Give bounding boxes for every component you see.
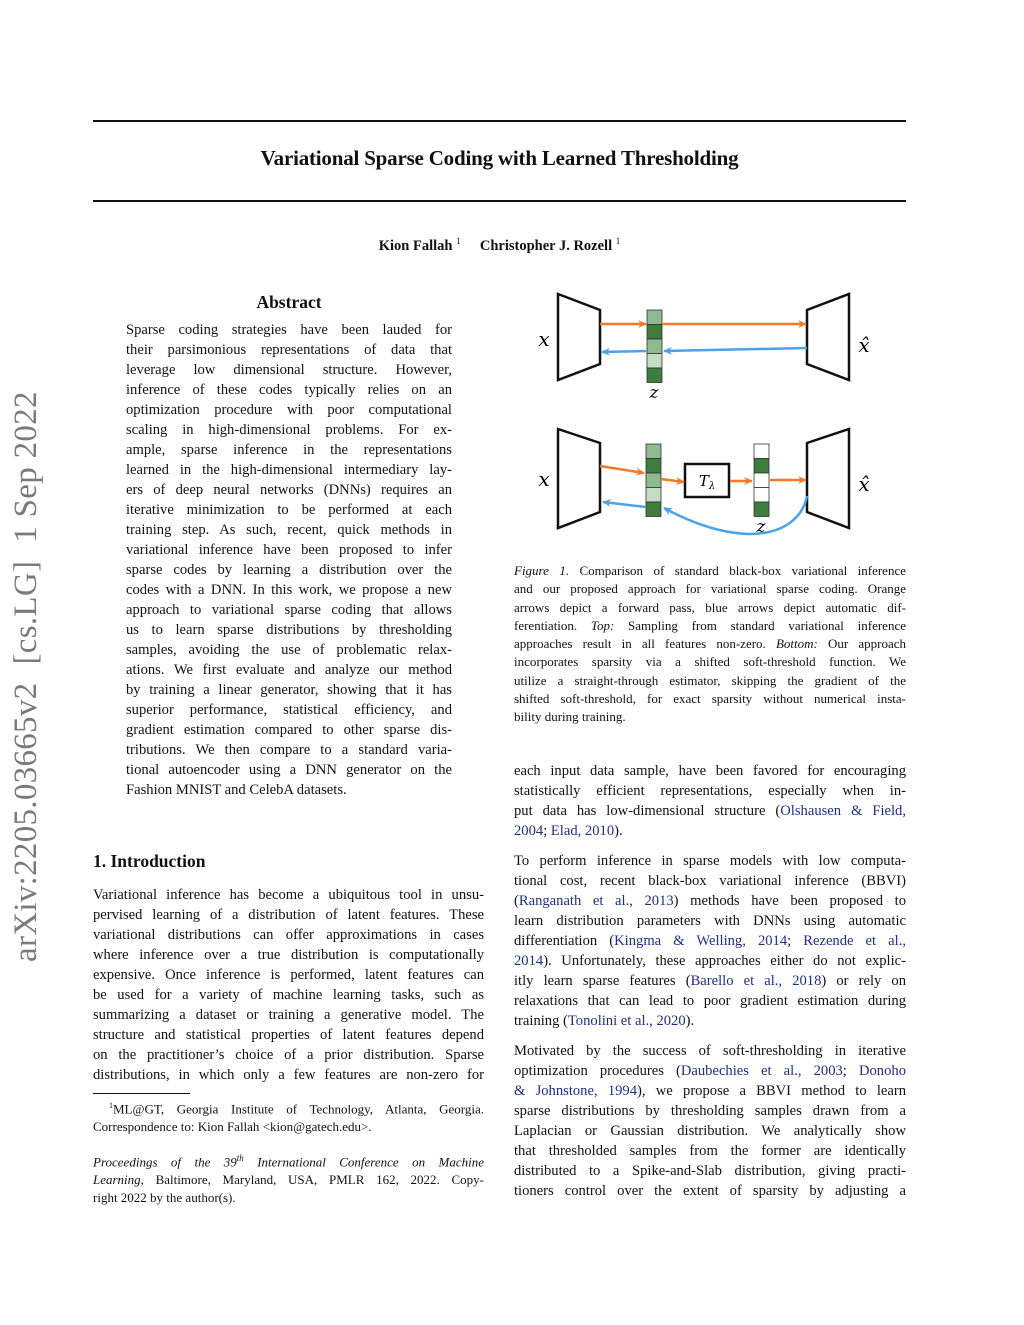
- text-line: To perform inference in sparse models with low computa-: [514, 853, 906, 869]
- figure-1-caption: [514, 562, 906, 727]
- latent-cell: [646, 473, 661, 488]
- latent-cell: [646, 488, 661, 503]
- text-line: where inference over a true distribution is computationally: [93, 947, 484, 963]
- latent-label-z: z: [649, 383, 659, 403]
- backward-arrow: [603, 502, 646, 507]
- arxiv-category: [cs.LG]: [8, 560, 44, 665]
- text-line: Variational inference has become a ubiquitous tool in unsu-: [93, 887, 484, 903]
- threshold-function-label: $T_\lambda$: [698, 472, 716, 492]
- footnote-marker: 1: [109, 1101, 113, 1110]
- pre-threshold-vector: [646, 444, 661, 517]
- text-line: superior performance, statistical efficiency, and: [126, 702, 452, 718]
- text-line: leverage low dimensional structure. However,: [126, 362, 452, 378]
- caption-line: shifted soft-threshold, for exact sparsity without numerical insta-: [514, 691, 906, 707]
- author-affiliation-marker: 1: [615, 236, 621, 246]
- citation-link[interactable]: 2014: [514, 953, 544, 969]
- text-line: Sparse coding strategies have been lauded for: [126, 322, 452, 338]
- latent-cell: [754, 502, 769, 517]
- introduction-heading: 1. Introduction: [93, 851, 206, 871]
- latent-cell: [754, 444, 769, 459]
- text-line: ations. We first evaluate and analyze our method: [126, 662, 452, 678]
- bottom-panel: [538, 429, 869, 537]
- title-bottom-rule: [93, 200, 906, 202]
- forward-arrow: [661, 479, 684, 482]
- text-line: relaxations that can lead to poor gradient estimation during: [514, 993, 906, 1009]
- decoder-shape: [807, 429, 849, 528]
- author-affiliation-marker: 1: [456, 236, 461, 246]
- text-line: training step. As such, recent, quick methods in: [126, 522, 452, 538]
- proceedings-line: Learning, Baltimore, Maryland, USA, PMLR 162, 2022. Copy-: [93, 1172, 484, 1188]
- citation-link[interactable]: Tonolini et al., 2020: [567, 1013, 686, 1029]
- text-line: optimization procedure with poor computational: [126, 402, 452, 418]
- caption-line: ferentiation. Top: Sampling from standard variational inference: [514, 617, 906, 633]
- caption-line: utilize a straight-through estimator, skipping the gradient of the: [514, 672, 906, 688]
- figure-label: Figure 1.: [514, 563, 570, 578]
- proceedings-note: [93, 1149, 484, 1207]
- latent-cell: [647, 339, 662, 354]
- footnote-line: Correspondence to: Kion Fallah <kion@gatech.edu>.: [93, 1119, 372, 1135]
- backward-arrow-straight-through: [664, 496, 807, 534]
- latent-cell: [646, 444, 661, 459]
- proceedings-line: Proceedings of the 39th International Conference on Machine: [93, 1153, 484, 1170]
- text-line: tioners control over the extent of sparsity by adjusting a: [514, 1183, 906, 1199]
- text-line: differentiation (Kingma & Welling, 2014; Rezende et al.,: [514, 933, 906, 949]
- sparse-latent-vector-z: [754, 444, 769, 517]
- latent-cell: [647, 310, 662, 325]
- top-panel: [538, 294, 869, 403]
- caption-line: bility during training.: [514, 709, 626, 725]
- arxiv-id: arXiv:2205.03665v2: [8, 682, 44, 962]
- arxiv-stamp: [8, 373, 45, 962]
- citation-link[interactable]: & Johnstone, 1994: [514, 1083, 638, 1099]
- text-line: Laplacian or Gaussian distribution. We analytically show: [514, 1123, 906, 1139]
- author-name: Christopher J. Rozell: [479, 237, 613, 254]
- text-line: variational inference have been proposed to infer: [126, 542, 452, 558]
- latent-label-z: z: [756, 517, 766, 537]
- citation-link[interactable]: Kingma & Welling, 2014: [614, 933, 788, 949]
- caption-line: Figure 1. Comparison of standard black-box variational inference: [514, 563, 906, 578]
- text-line: summarizing a dataset or training a generative model. The: [93, 1007, 484, 1023]
- paragraph-motivation: [514, 1041, 906, 1201]
- text-line: scaling in high-dimensional problems. For ex-: [126, 422, 452, 438]
- text-line: iterative minimization to be performed at each: [126, 502, 452, 518]
- citation-link[interactable]: Elad, 2010: [550, 823, 615, 839]
- citation-link[interactable]: Rezende et al.,: [803, 933, 906, 949]
- caption-line: and our proposed approach for variational sparse coding. Orange: [514, 581, 906, 597]
- latent-vector-z: [647, 310, 662, 383]
- forward-arrow: [600, 466, 644, 473]
- caption-line: incorporates sparsity via a shifted soft-threshold function. We: [514, 654, 906, 670]
- author-list: [93, 236, 906, 255]
- author-name: Kion Fallah: [378, 237, 453, 254]
- arxiv-date: 1 Sep 2022: [8, 391, 44, 543]
- text-line: us to learn sparse distributions by thresholding: [126, 622, 452, 638]
- text-line: expensive. Once inference is performed, latent features can: [93, 967, 484, 983]
- latent-cell: [754, 473, 769, 488]
- text-line: training (Tonolini et al., 2020).: [514, 1013, 695, 1029]
- latent-cell: [754, 459, 769, 474]
- title-top-rule: [93, 120, 906, 122]
- paper-title: Variational Sparse Coding with Learned Thresholding: [260, 146, 739, 170]
- text-line: variational distributions can offer approximations in cases: [93, 927, 484, 943]
- text-line: (Ranganath et al., 2013) methods have been proposed to: [514, 893, 906, 909]
- text-line: gradient estimation compared to other sparse dis-: [126, 722, 452, 738]
- latent-cell: [754, 488, 769, 503]
- text-line: sparse distributions by thresholding samples drawn from a: [514, 1103, 906, 1119]
- text-line: Motivated by the success of soft-thresholding in iterative: [514, 1043, 906, 1059]
- text-line: put data has low-dimensional structure (Olshausen & Field,: [514, 803, 906, 819]
- text-line: Fashion MNIST and CelebA datasets.: [126, 782, 347, 798]
- text-line: their parsimonious representations of data that: [126, 342, 452, 358]
- citation-link[interactable]: Donoho: [858, 1063, 906, 1079]
- text-line: by training a linear generator, showing that it has: [126, 682, 452, 698]
- input-label-x: x: [538, 327, 550, 351]
- latent-cell: [647, 325, 662, 340]
- latent-cell: [647, 368, 662, 383]
- text-line: sparse codes by learning a distribution over the: [126, 562, 452, 578]
- footnote: [93, 1097, 484, 1136]
- footnote-line: $^1$ML@GT, Georgia Institute of Technology, Atlanta, Georgia.: [109, 1101, 484, 1117]
- caption-line: approaches result in all features non-zero. Bottom: Our approach: [514, 636, 907, 652]
- citation-link[interactable]: Ranganath et al., 2013: [518, 893, 674, 909]
- text-line: be used for a variety of machine learning tasks, such as: [93, 987, 484, 1003]
- latent-cell: [646, 502, 661, 517]
- text-line: inference of these codes typically relies on an: [126, 382, 452, 398]
- text-line: learn distribution parameters with DNNs using automatic: [514, 913, 906, 929]
- text-line: 2004; Elad, 2010).: [514, 823, 623, 839]
- text-line: ample, sparse inference in the representations: [126, 442, 452, 458]
- text-line: itly learn sparse features (Barello et al., 2018) or rely on: [514, 973, 907, 989]
- citation-link[interactable]: 2004: [514, 823, 544, 839]
- citation-link[interactable]: Daubechies et al., 2003: [680, 1063, 843, 1079]
- paragraph-continued: [514, 761, 906, 841]
- text-line: tional cost, recent black-box variational inference (BBVI): [514, 873, 906, 889]
- introduction-body: [93, 885, 484, 1085]
- text-line: & Johnstone, 1994), we propose a BBVI method to learn: [514, 1083, 907, 1099]
- output-label-xhat: x̂: [858, 333, 870, 357]
- text-line: learned in the high-dimensional intermediary lay-: [126, 462, 452, 478]
- encoder-shape: [558, 429, 600, 528]
- text-line: pervised learning of a distribution of latent features. These: [93, 907, 484, 923]
- footnote-rule: [93, 1093, 190, 1094]
- backward-arrow: [664, 348, 807, 351]
- abstract-heading: Abstract: [256, 292, 322, 312]
- text-line: structure and statistical properties of latent features depend: [93, 1027, 484, 1043]
- proceedings-line: right 2022 by the author(s).: [93, 1190, 236, 1206]
- figure-1-diagram: [514, 286, 910, 546]
- text-line: optimization procedures (Daubechies et al., 2003; Donoho: [514, 1063, 906, 1079]
- text-line: that thresholded samples from the former are identically: [514, 1143, 906, 1159]
- text-line: ers of deep neural networks (DNNs) requires an: [126, 482, 452, 498]
- text-line: distributions, in which only a few features are non-zero for: [93, 1067, 484, 1083]
- text-line: statistically efficient representations, especially when in-: [514, 783, 906, 799]
- citation-link[interactable]: Olshausen & Field,: [780, 803, 906, 819]
- input-label-x: x: [538, 467, 550, 491]
- latent-cell: [647, 354, 662, 369]
- text-line: 2014). Unfortunately, these approaches either do not explic-: [514, 953, 906, 969]
- text-line: tributions. We then compare to a standard varia-: [126, 742, 452, 758]
- text-line: on the practitioner’s choice of a prior distribution. Sparse: [93, 1047, 484, 1063]
- caption-line: arrows depict a forward pass, blue arrows depict automatic dif-: [514, 599, 906, 615]
- text-line: approach to variational sparse coding that allows: [126, 602, 452, 618]
- text-line: codes with a DNN. In this work, we propose a new: [126, 582, 452, 598]
- decoder-shape: [807, 294, 849, 380]
- citation-link[interactable]: Barello et al., 2018: [690, 973, 822, 989]
- text-line: each input data sample, have been favored for encouraging: [514, 763, 906, 779]
- latent-cell: [646, 459, 661, 474]
- backward-arrow: [602, 351, 646, 352]
- abstract-body: [126, 320, 452, 800]
- text-line: tional autoencoder using a DNN generator on the: [126, 762, 452, 778]
- encoder-shape: [558, 294, 600, 380]
- paragraph-bbvi: [514, 851, 906, 1031]
- output-label-xhat: x̂: [858, 472, 870, 496]
- text-line: samples, avoiding the use of problematic relax-: [126, 642, 452, 658]
- text-line: distributed to a Spike-and-Slab distribution, giving practi-: [514, 1163, 906, 1179]
